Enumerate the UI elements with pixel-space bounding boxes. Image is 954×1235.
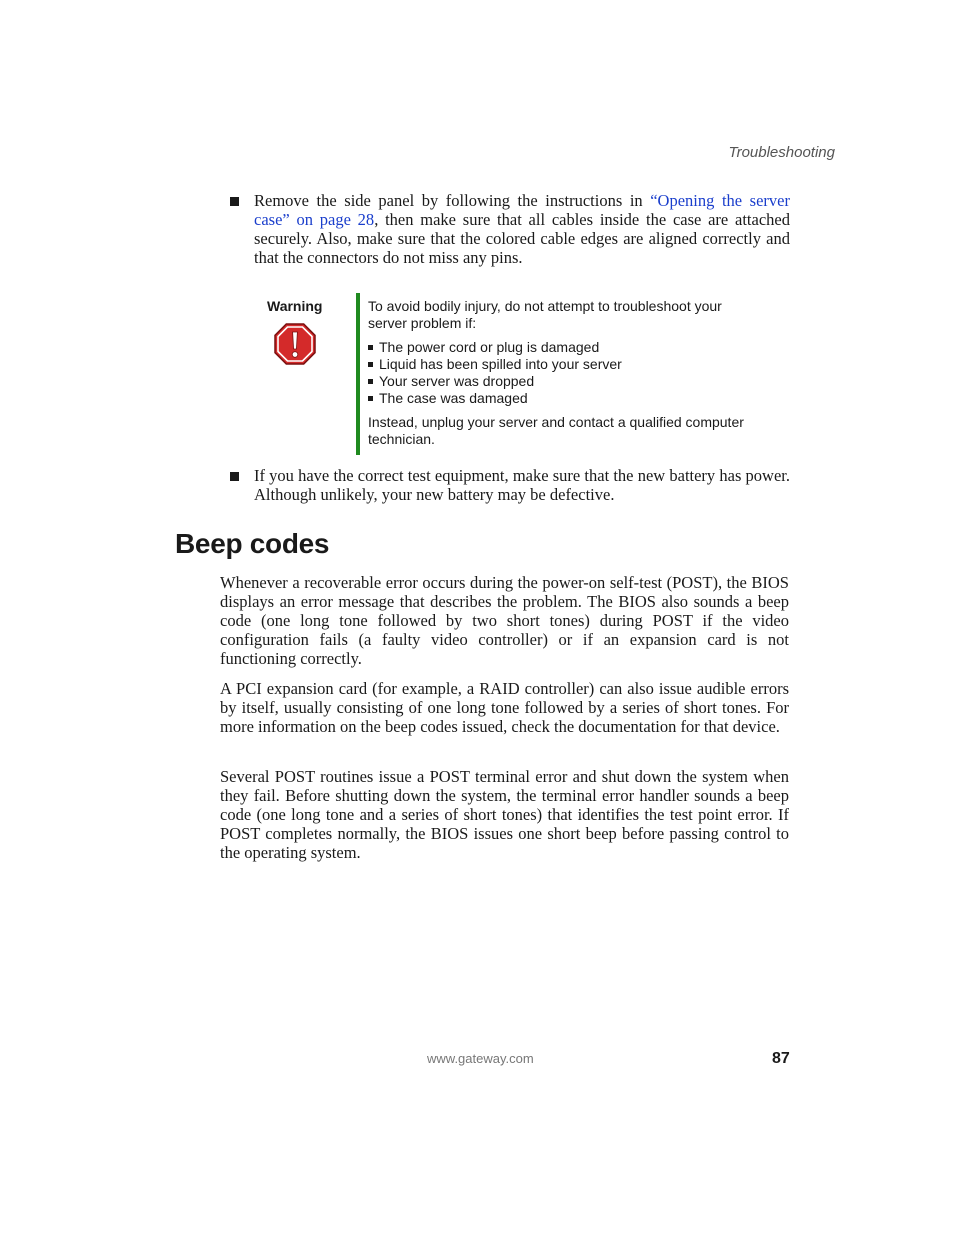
body-paragraph: Whenever a recoverable error occurs during the power-on self-test (POST), the BIOS displays an error message that describes the problem. The BIOS also sounds a beep code (one long tone followed by two short tones) during POST if the video configuration fails (a faulty video controller) or if an expansion card is not functioning correctly. <box>220 573 789 668</box>
warning-body <box>368 298 748 448</box>
square-bullet-icon <box>230 197 239 206</box>
bullet-text-before: Remove the side panel by following the instructions in <box>254 191 651 210</box>
body-paragraph: A PCI expansion card (for example, a RAID controller) can also issue audible errors by itself, usually consisting of one long tone followed by a series of short tones. For more information on the beep codes issued, check the documentation for that device. <box>220 679 789 736</box>
warning-list <box>368 339 748 407</box>
warning-accent-bar <box>356 293 360 455</box>
warning-list-item: The case was damaged <box>368 390 748 407</box>
bullet-text-after: , then make sure that all cables inside the case are attached securely. Also, make sure that the colored cable edges are aligned correctly and that the connectors do not miss any pins. <box>254 210 790 267</box>
bullet-item-remove-panel <box>230 191 790 267</box>
body-paragraph: Several POST routines issue a POST terminal error and shut down the system when they fail. Before shutting down the system, the terminal error handler sounds a beep code (one long tone and a series of short tones) that identifies the test point error. If POST completes normally, the BIOS issues one short beep before passing control to the operating system. <box>220 767 789 862</box>
page-number: 87 <box>772 1050 790 1067</box>
square-bullet-icon <box>230 472 239 481</box>
warning-intro: To avoid bodily injury, do not attempt to troubleshoot your server problem if: <box>368 298 722 331</box>
warning-list-item: Liquid has been spilled into your server <box>368 356 748 373</box>
warning-list-item: Your server was dropped <box>368 373 748 390</box>
warning-outro: Instead, unplug your server and contact a qualified computer technician. <box>368 414 744 447</box>
bullet-text: If you have the correct test equipment, make sure that the new battery has power. Although unlikely, your new battery may be defective. <box>254 466 790 504</box>
running-header: Troubleshooting <box>728 144 835 161</box>
warning-label: Warning <box>267 298 323 314</box>
footer-url: www.gateway.com <box>427 1051 534 1066</box>
warning-list-item: The power cord or plug is damaged <box>368 339 748 356</box>
section-heading: Beep codes <box>175 528 330 559</box>
warning-stop-icon <box>274 323 316 365</box>
bullet-text <box>254 191 790 267</box>
cross-reference-link[interactable]: “Opening the server case” on page 28 <box>254 191 790 229</box>
bullet-item-test-battery <box>230 466 790 504</box>
